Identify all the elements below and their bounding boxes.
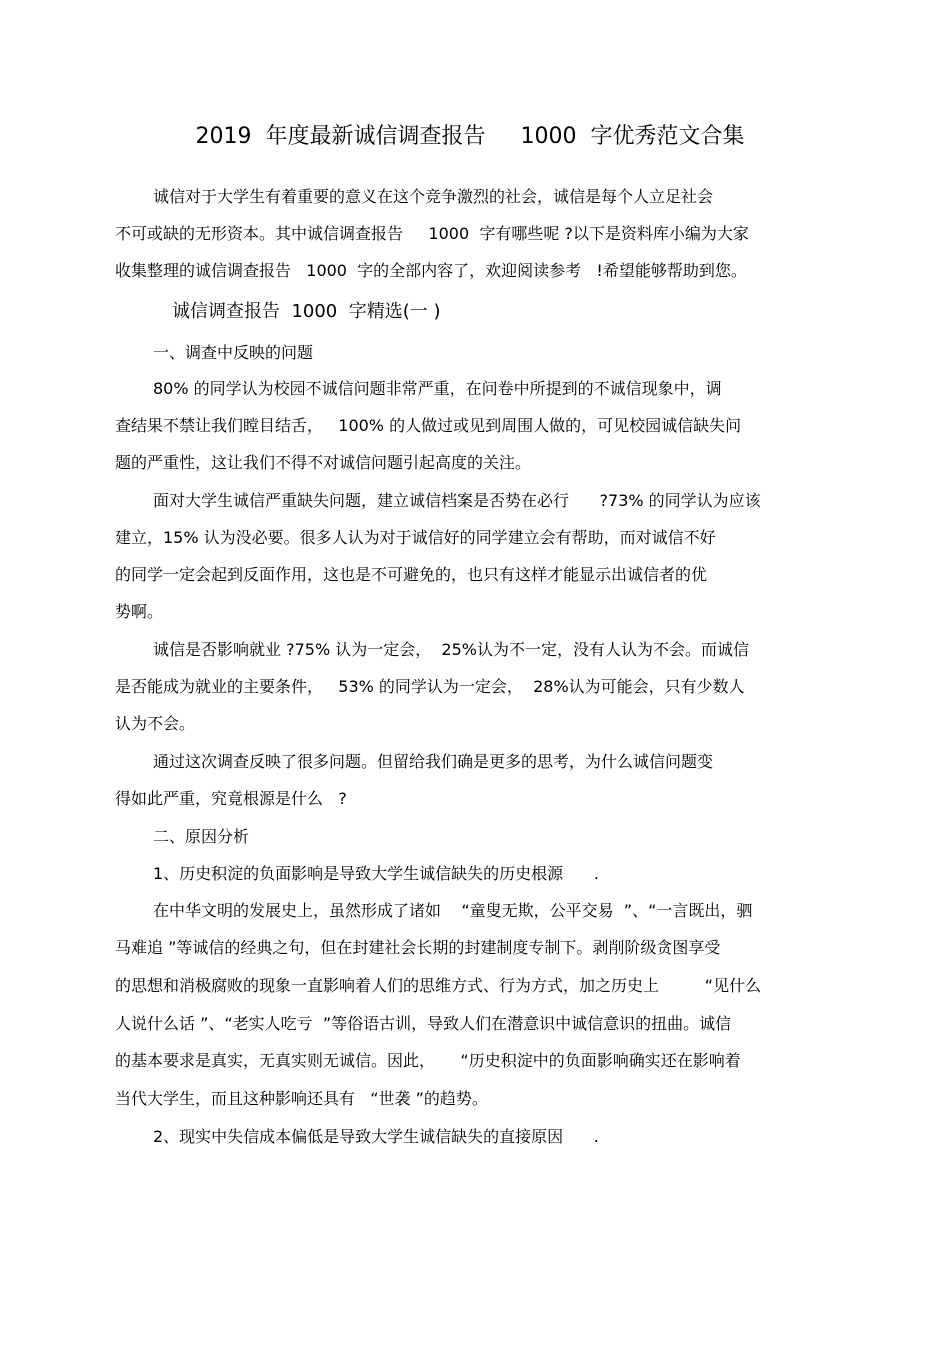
subsection-heading: 2、现实中失信成本偏低是导致大学生诚信缺失的直接原因 .	[153, 1127, 599, 1146]
paragraph-line: 收集整理的诚信调查报告 1000 字的全部内容了，欢迎阅读参考 !希望能够帮助到您。	[115, 261, 747, 280]
paragraph-line: 诚信是否影响就业 ?75% 认为一定会， 25%认为不一定，没有人认为不会。而诚信	[153, 640, 749, 659]
paragraph-line: 的思想和消极腐败的现象一直影响着人们的思维方式、行为方式，加之历史上 “见什么	[115, 976, 762, 995]
paragraph-line: 当代大学生，而且这种影响还具有 “世袭 ”的趋势。	[115, 1089, 488, 1108]
paragraph-line: 的基本要求是真实，无真实则无诚信。因此， “历史积淀中的负面影响确实还在影响着	[115, 1051, 741, 1070]
document-title: 2019 年度最新诚信调查报告 1000 字优秀范文合集	[195, 124, 745, 149]
paragraph-line: 势啊。	[115, 602, 164, 621]
paragraph-line: 得如此严重，究竟根源是什么 ?	[115, 789, 347, 808]
paragraph-line: 的同学一定会起到反面作用，这也是不可避免的，也只有这样才能显示出诚信者的优	[115, 565, 708, 584]
paragraph-line: 认为不会。	[115, 714, 196, 733]
paragraph-line: 面对大学生诚信严重缺失问题，建立诚信档案是否势在必行 ?73% 的同学认为应该	[153, 491, 761, 510]
paragraph-line: 80% 的同学认为校园不诚信问题非常严重，在问卷中所提到的不诚信现象中，调	[153, 379, 722, 398]
paragraph-line: 查结果不禁让我们瞠目结舌， 100% 的人做过或见到周围人做的，可见校园诚信缺失问	[115, 416, 742, 435]
section-subtitle: 诚信调查报告 1000 字精选(一 )	[172, 301, 441, 322]
subsection-heading: 1、历史积淀的负面影响是导致大学生诚信缺失的历史根源 .	[153, 864, 599, 883]
paragraph-line: 不可或缺的无形资本。其中诚信调查报告 1000 字有哪些呢 ?以下是资料库小编为大家	[115, 224, 749, 243]
paragraph-line: 通过这次调查反映了很多问题。但留给我们确是更多的思考，为什么诚信问题变	[153, 752, 714, 771]
paragraph-line: 人说什么话 ”、“老实人吃亏 ”等俗语古训，导致人们在潜意识中诚信意识的扭曲。诚信	[115, 1014, 732, 1033]
paragraph-line: 马难追 ”等诚信的经典之句，但在封建社会长期的封建制度专制下。剥削阶级贪图享受	[115, 938, 721, 957]
paragraph-line: 建立，15% 认为没必要。很多人认为对于诚信好的同学建立会有帮助，而对诚信不好	[115, 528, 716, 547]
paragraph-line: 题的严重性，这让我们不得不对诚信问题引起高度的关注。	[115, 453, 532, 472]
section-heading: 二、原因分析	[153, 827, 250, 846]
section-heading: 一、调查中反映的问题	[153, 343, 314, 362]
paragraph-line: 诚信对于大学生有着重要的意义在这个竞争激烈的社会，诚信是每个人立足社会	[153, 187, 714, 206]
paragraph-line: 是否能成为就业的主要条件， 53% 的同学认为一定会， 28%认为可能会，只有少数人	[115, 677, 745, 696]
paragraph-line: 在中华文明的发展史上，虽然形成了诸如 “童叟无欺，公平交易 ”、“一言既出，驷	[153, 901, 753, 920]
